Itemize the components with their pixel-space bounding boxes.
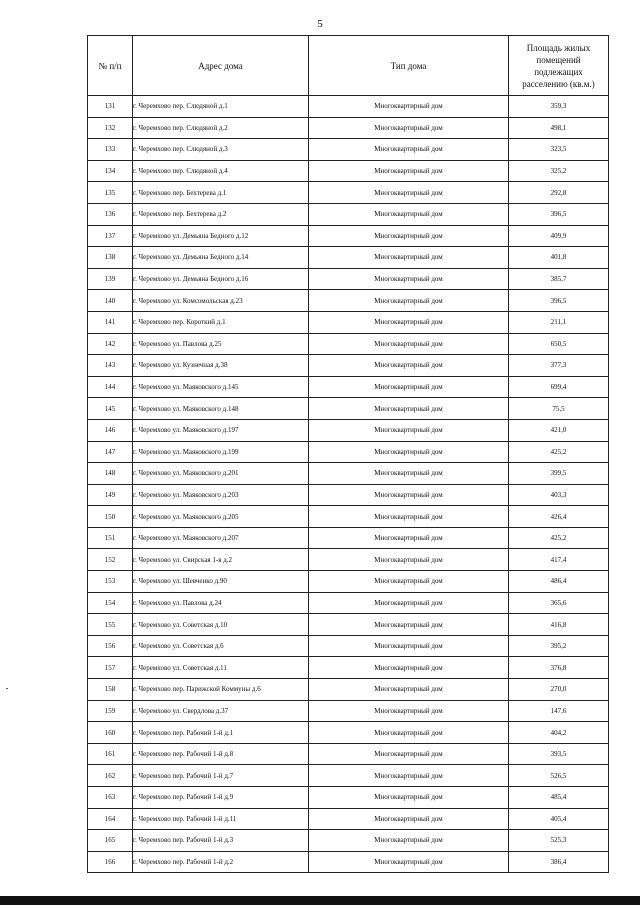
cell-type: Многоквартирный дом: [309, 549, 509, 571]
cell-type: Многоквартирный дом: [309, 441, 509, 463]
housing-register-table: [87, 35, 609, 873]
table-row: [88, 96, 609, 118]
table-row: [88, 333, 609, 355]
cell-address: г. Черемхово ул. Павлова д.25: [133, 333, 309, 355]
table-row: [88, 830, 609, 852]
cell-num: 164: [88, 808, 133, 830]
cell-type: Многоквартирный дом: [309, 635, 509, 657]
cell-num: 160: [88, 722, 133, 744]
cell-num: 155: [88, 614, 133, 636]
cell-num: 165: [88, 830, 133, 852]
cell-type: Многоквартирный дом: [309, 182, 509, 204]
cell-area: 650,5: [509, 333, 609, 355]
table-row: [88, 268, 609, 290]
cell-num: 159: [88, 700, 133, 722]
cell-address: г. Черемхово пер. Бехтерева д.1: [133, 182, 309, 204]
cell-area: 416,8: [509, 614, 609, 636]
cell-area: 396,5: [509, 290, 609, 312]
page-number: 5: [317, 18, 323, 30]
header-type: Тип дома: [309, 36, 509, 96]
cell-address: г. Черемхово пер. Рабочий 1-й д.7: [133, 765, 309, 787]
cell-type: Многоквартирный дом: [309, 333, 509, 355]
table-row: [88, 419, 609, 441]
table-row: [88, 614, 609, 636]
cell-address: г. Черемхово ул. Демьяна Бедного д.16: [133, 268, 309, 290]
table-row: [88, 139, 609, 161]
table-row: [88, 484, 609, 506]
cell-area: 525,3: [509, 830, 609, 852]
cell-type: Многоквартирный дом: [309, 247, 509, 269]
cell-area: 396,5: [509, 203, 609, 225]
cell-type: Многоквартирный дом: [309, 614, 509, 636]
table-row: [88, 463, 609, 485]
cell-num: 135: [88, 182, 133, 204]
cell-num: 139: [88, 268, 133, 290]
cell-num: 133: [88, 139, 133, 161]
cell-address: г. Черемхово пер. Слюдяной д.2: [133, 117, 309, 139]
cell-address: г. Черемхово ул. Демьяна Бедного д.12: [133, 225, 309, 247]
cell-address: г. Черемхово пер. Рабочий 1-й д.8: [133, 743, 309, 765]
cell-num: 150: [88, 506, 133, 528]
cell-address: г. Черемхово ул. Маяковского д.203: [133, 484, 309, 506]
cell-area: 386,4: [509, 851, 609, 873]
table-header-row: [88, 36, 609, 96]
cell-num: 157: [88, 657, 133, 679]
cell-area: 147,6: [509, 700, 609, 722]
cell-type: Многоквартирный дом: [309, 787, 509, 809]
table-row: [88, 657, 609, 679]
cell-address: г. Черемхово ул. Маяковского д.207: [133, 527, 309, 549]
cell-address: г. Черемхово ул. Маяковского д.205: [133, 506, 309, 528]
table-row: [88, 117, 609, 139]
cell-area: 75,5: [509, 398, 609, 420]
cell-address: г. Черемхово ул. Шевченко д.90: [133, 571, 309, 593]
cell-area: 365,6: [509, 592, 609, 614]
margin-mark: [6, 688, 8, 689]
cell-type: Многоквартирный дом: [309, 290, 509, 312]
cell-num: 131: [88, 96, 133, 118]
cell-num: 162: [88, 765, 133, 787]
cell-area: 377,3: [509, 355, 609, 377]
cell-address: г. Черемхово пер. Рабочий 1-й д.1: [133, 722, 309, 744]
cell-num: 132: [88, 117, 133, 139]
cell-num: 143: [88, 355, 133, 377]
cell-type: Многоквартирный дом: [309, 376, 509, 398]
cell-type: Многоквартирный дом: [309, 355, 509, 377]
table-row: [88, 527, 609, 549]
cell-num: 145: [88, 398, 133, 420]
cell-num: 152: [88, 549, 133, 571]
table-row: [88, 290, 609, 312]
table-row: [88, 808, 609, 830]
cell-address: г. Черемхово ул. Маяковского д.145: [133, 376, 309, 398]
cell-type: Многоквартирный дом: [309, 506, 509, 528]
cell-type: Многоквартирный дом: [309, 225, 509, 247]
table-row: [88, 311, 609, 333]
cell-num: 134: [88, 160, 133, 182]
cell-address: г. Черемхово ул. Демьяна Бедного д.14: [133, 247, 309, 269]
cell-area: 498,1: [509, 117, 609, 139]
table-row: [88, 549, 609, 571]
cell-type: Многоквартирный дом: [309, 419, 509, 441]
scan-bottom-edge: [0, 896, 640, 905]
table-row: [88, 700, 609, 722]
cell-address: г. Черемхово пер. Рабочий 1-й д.11: [133, 808, 309, 830]
cell-type: Многоквартирный дом: [309, 808, 509, 830]
cell-address: г. Черемхово ул. Маяковского д.201: [133, 463, 309, 485]
table-row: [88, 376, 609, 398]
cell-type: Многоквартирный дом: [309, 311, 509, 333]
cell-type: Многоквартирный дом: [309, 139, 509, 161]
cell-address: г. Черемхово пер. Рабочий 1-й д.3: [133, 830, 309, 852]
table-row: [88, 787, 609, 809]
cell-address: г. Черемхово ул. Комсомольская д.23: [133, 290, 309, 312]
cell-area: 421,0: [509, 419, 609, 441]
cell-num: 141: [88, 311, 133, 333]
cell-address: г. Черемхово пер. Рабочий 1-й д.2: [133, 851, 309, 873]
cell-area: 417,4: [509, 549, 609, 571]
cell-area: 409,9: [509, 225, 609, 247]
cell-type: Многоквартирный дом: [309, 268, 509, 290]
cell-type: Многоквартирный дом: [309, 160, 509, 182]
table-row: [88, 441, 609, 463]
table-row: [88, 851, 609, 873]
table-row: [88, 571, 609, 593]
cell-area: 395,2: [509, 635, 609, 657]
table-row: [88, 160, 609, 182]
table-row: [88, 398, 609, 420]
cell-area: 404,2: [509, 722, 609, 744]
cell-area: 403,3: [509, 484, 609, 506]
cell-address: г. Черемхово пер. Слюдяной д.4: [133, 160, 309, 182]
cell-area: 393,5: [509, 743, 609, 765]
cell-num: 154: [88, 592, 133, 614]
cell-num: 137: [88, 225, 133, 247]
table-row: [88, 722, 609, 744]
cell-address: г. Черемхово пер. Рабочий 1-й д.9: [133, 787, 309, 809]
header-area: Площадь жилых помещений подлежащих расселению (кв.м.): [509, 36, 609, 96]
cell-type: Многоквартирный дом: [309, 722, 509, 744]
cell-type: Многоквартирный дом: [309, 851, 509, 873]
cell-area: 211,1: [509, 311, 609, 333]
table-row: [88, 355, 609, 377]
cell-type: Многоквартирный дом: [309, 743, 509, 765]
cell-type: Многоквартирный дом: [309, 679, 509, 701]
cell-address: г. Черемхово пер. Слюдяной д.1: [133, 96, 309, 118]
cell-num: 161: [88, 743, 133, 765]
table-row: [88, 247, 609, 269]
cell-type: Многоквартирный дом: [309, 592, 509, 614]
cell-num: 138: [88, 247, 133, 269]
cell-type: Многоквартирный дом: [309, 571, 509, 593]
cell-area: 425,2: [509, 527, 609, 549]
cell-area: 292,8: [509, 182, 609, 204]
cell-address: г. Черемхово ул. Свирская 1-я д.2: [133, 549, 309, 571]
cell-num: 153: [88, 571, 133, 593]
cell-type: Многоквартирный дом: [309, 765, 509, 787]
table-row: [88, 635, 609, 657]
table-row: [88, 765, 609, 787]
cell-type: Многоквартирный дом: [309, 830, 509, 852]
cell-address: г. Черемхово ул. Советская д.10: [133, 614, 309, 636]
cell-area: 425,2: [509, 441, 609, 463]
cell-area: 426,4: [509, 506, 609, 528]
cell-area: 526,5: [509, 765, 609, 787]
cell-area: 401,8: [509, 247, 609, 269]
cell-num: 163: [88, 787, 133, 809]
cell-num: 144: [88, 376, 133, 398]
cell-area: 323,5: [509, 139, 609, 161]
cell-type: Многоквартирный дом: [309, 463, 509, 485]
cell-num: 142: [88, 333, 133, 355]
header-num: № п/п: [88, 36, 133, 96]
cell-type: Многоквартирный дом: [309, 700, 509, 722]
cell-type: Многоквартирный дом: [309, 203, 509, 225]
table-row: [88, 743, 609, 765]
cell-area: 376,8: [509, 657, 609, 679]
cell-address: г. Черемхово пер. Бехтерева д.2: [133, 203, 309, 225]
table-row: [88, 182, 609, 204]
cell-num: 146: [88, 419, 133, 441]
cell-address: г. Черемхово ул. Павлова д.24: [133, 592, 309, 614]
cell-address: г. Черемхово ул. Маяковского д.199: [133, 441, 309, 463]
table-body: [88, 96, 609, 873]
cell-address: г. Черемхово ул. Советская д.11: [133, 657, 309, 679]
cell-address: г. Черемхово ул. Советская д.6: [133, 635, 309, 657]
cell-type: Многоквартирный дом: [309, 96, 509, 118]
cell-address: г. Черемхово пер. Слюдяной д.3: [133, 139, 309, 161]
cell-area: 270,0: [509, 679, 609, 701]
table-row: [88, 679, 609, 701]
table-row: [88, 225, 609, 247]
cell-type: Многоквартирный дом: [309, 657, 509, 679]
cell-type: Многоквартирный дом: [309, 527, 509, 549]
cell-address: г. Черемхово ул. Кузнечная д.38: [133, 355, 309, 377]
cell-num: 140: [88, 290, 133, 312]
cell-area: 359,3: [509, 96, 609, 118]
cell-num: 136: [88, 203, 133, 225]
cell-address: г. Черемхово ул. Маяковского д.148: [133, 398, 309, 420]
cell-area: 699,4: [509, 376, 609, 398]
cell-num: 148: [88, 463, 133, 485]
cell-type: Многоквартирный дом: [309, 484, 509, 506]
cell-address: г. Черемхово пер. Парижской Коммуны д.6: [133, 679, 309, 701]
cell-area: 385,7: [509, 268, 609, 290]
cell-address: г. Черемхово ул. Свердлова д.37: [133, 700, 309, 722]
cell-area: 399,5: [509, 463, 609, 485]
cell-num: 158: [88, 679, 133, 701]
table-row: [88, 203, 609, 225]
cell-num: 149: [88, 484, 133, 506]
cell-num: 151: [88, 527, 133, 549]
cell-area: 485,4: [509, 787, 609, 809]
cell-area: 486,4: [509, 571, 609, 593]
cell-address: г. Черемхово ул. Маяковского д.197: [133, 419, 309, 441]
table-row: [88, 506, 609, 528]
table-row: [88, 592, 609, 614]
cell-num: 156: [88, 635, 133, 657]
header-address: Адрес дома: [133, 36, 309, 96]
cell-num: 166: [88, 851, 133, 873]
cell-area: 405,4: [509, 808, 609, 830]
cell-type: Многоквартирный дом: [309, 117, 509, 139]
cell-num: 147: [88, 441, 133, 463]
cell-area: 325,2: [509, 160, 609, 182]
cell-type: Многоквартирный дом: [309, 398, 509, 420]
cell-address: г. Черемхово пер. Короткий д.1: [133, 311, 309, 333]
